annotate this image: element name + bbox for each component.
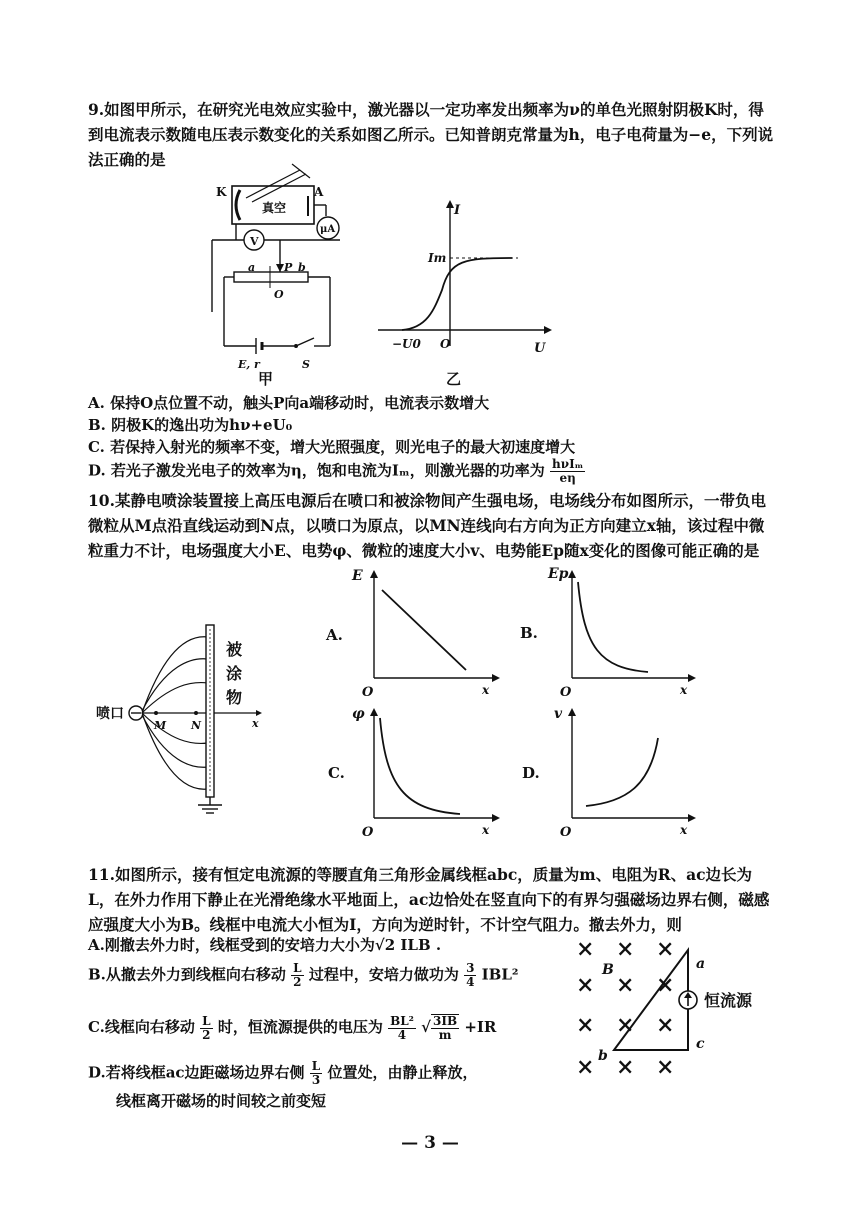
q10-option-b-label: B. — [520, 624, 538, 642]
q9-graph-O: O — [440, 337, 451, 351]
q9-label-A: A — [314, 185, 324, 199]
q11-sqrt-symbol: √ — [421, 1018, 431, 1036]
q11-cross: × — [656, 972, 675, 998]
q9-microammeter-symbol: μA — [320, 224, 336, 235]
q11-cross: × — [616, 936, 635, 962]
q11-option-c — [88, 1014, 496, 1042]
q11-cross: × — [576, 1012, 595, 1038]
q11-frac-num: L — [293, 961, 302, 975]
q9-label-a: a — [248, 261, 256, 274]
q9-iu-graph — [372, 200, 552, 356]
q11-label-b: b — [598, 1048, 608, 1064]
q10-target-char-2: 涂 — [226, 664, 243, 683]
q10-graph-a-xaxis: x — [482, 683, 490, 697]
q11-cross: × — [656, 936, 675, 962]
q11-frac-num: 3 — [466, 961, 475, 975]
q11-cross: × — [576, 1054, 595, 1080]
q10-graph-a-yaxis: E — [352, 568, 363, 584]
q9-caption-jia: 甲 — [258, 370, 274, 388]
q11-option-b-text-3: IBL² — [481, 965, 519, 984]
q11-cross: × — [616, 1054, 635, 1080]
q10-target-char-3: 物 — [226, 688, 243, 707]
q11-stem: 11.如图所示，接有恒定电流源的等腰直角三角形金属线框abc，质量为m、电阻为R、ac边长为L，在外力作用下静止在光滑绝缘水平地面上，ac边恰处在竖直向下的有界匀强磁场边界右侧，磁感应强度大小为B。线框中电流大小恒为I，方向为逆时针，不计空气阻力。撤去外力，则 — [88, 865, 770, 934]
q10-graph-c-origin: O — [362, 825, 374, 840]
q11-frac-den: m — [438, 1028, 452, 1042]
q9-option-d — [88, 458, 585, 485]
q11-label-c: c — [696, 1036, 705, 1052]
q11-option-c-text-2: 时，恒流源提供的电压为 — [217, 1018, 383, 1036]
q11-frac-num: L — [311, 1059, 321, 1073]
q10-stem: 10.某静电喷涂装置接上高压电源后在喷口和被涂物间产生强电场，电场线分布如图所示，一带负电微粒从M点沿直线运动到N点，以喷口为原点，以MN连线向右方向为正方向建立x轴，该过程中微粒重力不计，电场强度大小E、电势φ、微粒的速度大小v、电势能Ep随x变化的图像可能正确的是 — [88, 491, 766, 560]
q11-frac-den: 4 — [397, 1027, 407, 1042]
q11-label-a: a — [696, 956, 706, 972]
q9-option-d-numerator: hνIₘ — [552, 457, 584, 471]
q11-field-crosses — [576, 936, 674, 1080]
q9-label-S: S — [302, 358, 310, 371]
q11-option-b-fraction-L2 — [291, 962, 303, 989]
q10-graph-d-xaxis: x — [680, 823, 688, 837]
q10-graph-d — [554, 706, 700, 840]
q11-cross: × — [576, 972, 595, 998]
q10-graph-d-origin: O — [560, 825, 572, 840]
q9-circuit-figure — [210, 160, 350, 371]
q10-option-d-label: D. — [522, 764, 540, 782]
q11-option-c-text-3: +IR — [464, 1018, 497, 1036]
q11-option-b-text-1: B.从撤去外力到线框向右移动 — [88, 965, 286, 984]
q9-label-O: O — [274, 288, 284, 301]
q9-graph-U0: −U0 — [392, 337, 421, 351]
q11-option-c-fraction-L2 — [200, 1015, 212, 1042]
q11-frac-num: BL² — [390, 1013, 414, 1028]
q10-graph-b-xaxis: x — [680, 683, 688, 697]
q9-caption-yi: 乙 — [446, 370, 462, 388]
q10-target-char-1: 被 — [226, 640, 243, 659]
q10-graph-c-xaxis: x — [482, 823, 490, 837]
q10-graph-a-origin: O — [362, 685, 374, 700]
q11-magnetic-field-figure — [574, 930, 774, 1080]
q11-frac-num: L — [202, 1013, 211, 1028]
q11-frac-den: 3 — [311, 1073, 321, 1087]
q11-source-label: 恒流源 — [704, 991, 753, 1010]
q11-frac-num: 3IB — [433, 1014, 458, 1028]
q9-stem: 9.如图甲所示，在研究光电效应实验中，激光器以一定功率发出频率为ν的单色光照射阴极K时，得到电流表示数随电压表示数变化的关系如图乙所示。已知普朗克常量为h，电子电荷量为−e，下列说法正确的是 — [88, 100, 774, 169]
q10-graph-c-yaxis: φ — [352, 706, 365, 722]
q11-option-a: A.刚撤去外力时，线框受到的安培力大小为√2 ILB . — [88, 936, 442, 954]
q11-option-d-text-2: 位置处，由静止释放， — [327, 1063, 478, 1082]
q10-graph-a — [352, 568, 500, 700]
q11-option-d — [88, 1060, 477, 1087]
q10-graph-b — [548, 566, 700, 700]
q11-frac-den: 2 — [293, 975, 302, 989]
q9-option-a: A. 保持O点位置不动，触头P向a端移动时，电流表示数增大 — [88, 394, 490, 412]
q11-cross: × — [576, 936, 595, 962]
q10-graph-b-origin: O — [560, 685, 572, 700]
page-number: — 3 — — [401, 1133, 459, 1153]
q11-option-c-fraction-3IBm — [431, 1014, 459, 1042]
q9-label-Er: E, r — [238, 358, 260, 371]
q9-label-P: P — [284, 261, 293, 274]
q10-label-N: N — [191, 719, 202, 732]
q10-option-a-label: A. — [326, 626, 343, 644]
q11-frac-den: 2 — [202, 1027, 211, 1042]
q9-voltmeter-symbol: V — [250, 235, 259, 248]
q10-label-x: x — [252, 717, 259, 730]
q9-option-d-denominator: eη — [559, 471, 576, 485]
q9-label-K: K — [216, 185, 227, 199]
q11-cross: × — [616, 1012, 635, 1038]
q11-cross: × — [656, 1012, 675, 1038]
q9-label-vacuum: 真空 — [262, 201, 287, 215]
q11-cross: × — [616, 972, 635, 998]
q11-option-b-text-2: 过程中，安培力做功为 — [308, 965, 459, 984]
q11-option-d-fraction-L3 — [310, 1060, 322, 1087]
q11-label-B: B — [602, 962, 614, 978]
q11-cross: × — [656, 1054, 675, 1080]
q9-option-c: C. 若保持入射光的频率不变，增大光照强度，则光电子的最大初速度增大 — [88, 438, 576, 456]
q10-graph-d-yaxis: v — [554, 706, 563, 722]
q9-option-b: B. 阴极K的逸出功为hν+eU₀ — [88, 416, 293, 434]
q10-graph-b-yaxis: Ep — [548, 566, 569, 582]
q10-label-M: M — [154, 719, 167, 732]
q11-frac-den: 4 — [466, 975, 475, 989]
q10-option-c-label: C. — [328, 764, 345, 782]
q9-graph-U-axis: U — [534, 341, 546, 356]
q9-option-d-fraction — [550, 458, 585, 485]
q9-label-b: b — [298, 261, 306, 274]
q11-option-b-fraction-34 — [464, 962, 476, 989]
q11-option-b — [88, 962, 518, 989]
q11-option-d-text-1: D.若将线框ac边距磁场边界右侧 — [88, 1063, 305, 1082]
q11-option-d-line2: 线框离开磁场的时间较之前变短 — [116, 1092, 327, 1110]
q10-graph-c — [352, 706, 500, 840]
q9-graph-Im: Im — [428, 251, 447, 265]
q10-nozzle-label: 喷口 — [96, 706, 124, 722]
q11-option-c-text-1: C.线框向右移动 — [88, 1018, 195, 1036]
q9-option-d-text: D. 若光子激发光电子的效率为η，饱和电流为Iₘ，则激光器的功率为 — [88, 461, 545, 480]
q11-option-c-fraction-BL2 — [388, 1015, 416, 1042]
q9-graph-I-axis: I — [454, 203, 461, 218]
q10-field-figure — [96, 625, 276, 825]
